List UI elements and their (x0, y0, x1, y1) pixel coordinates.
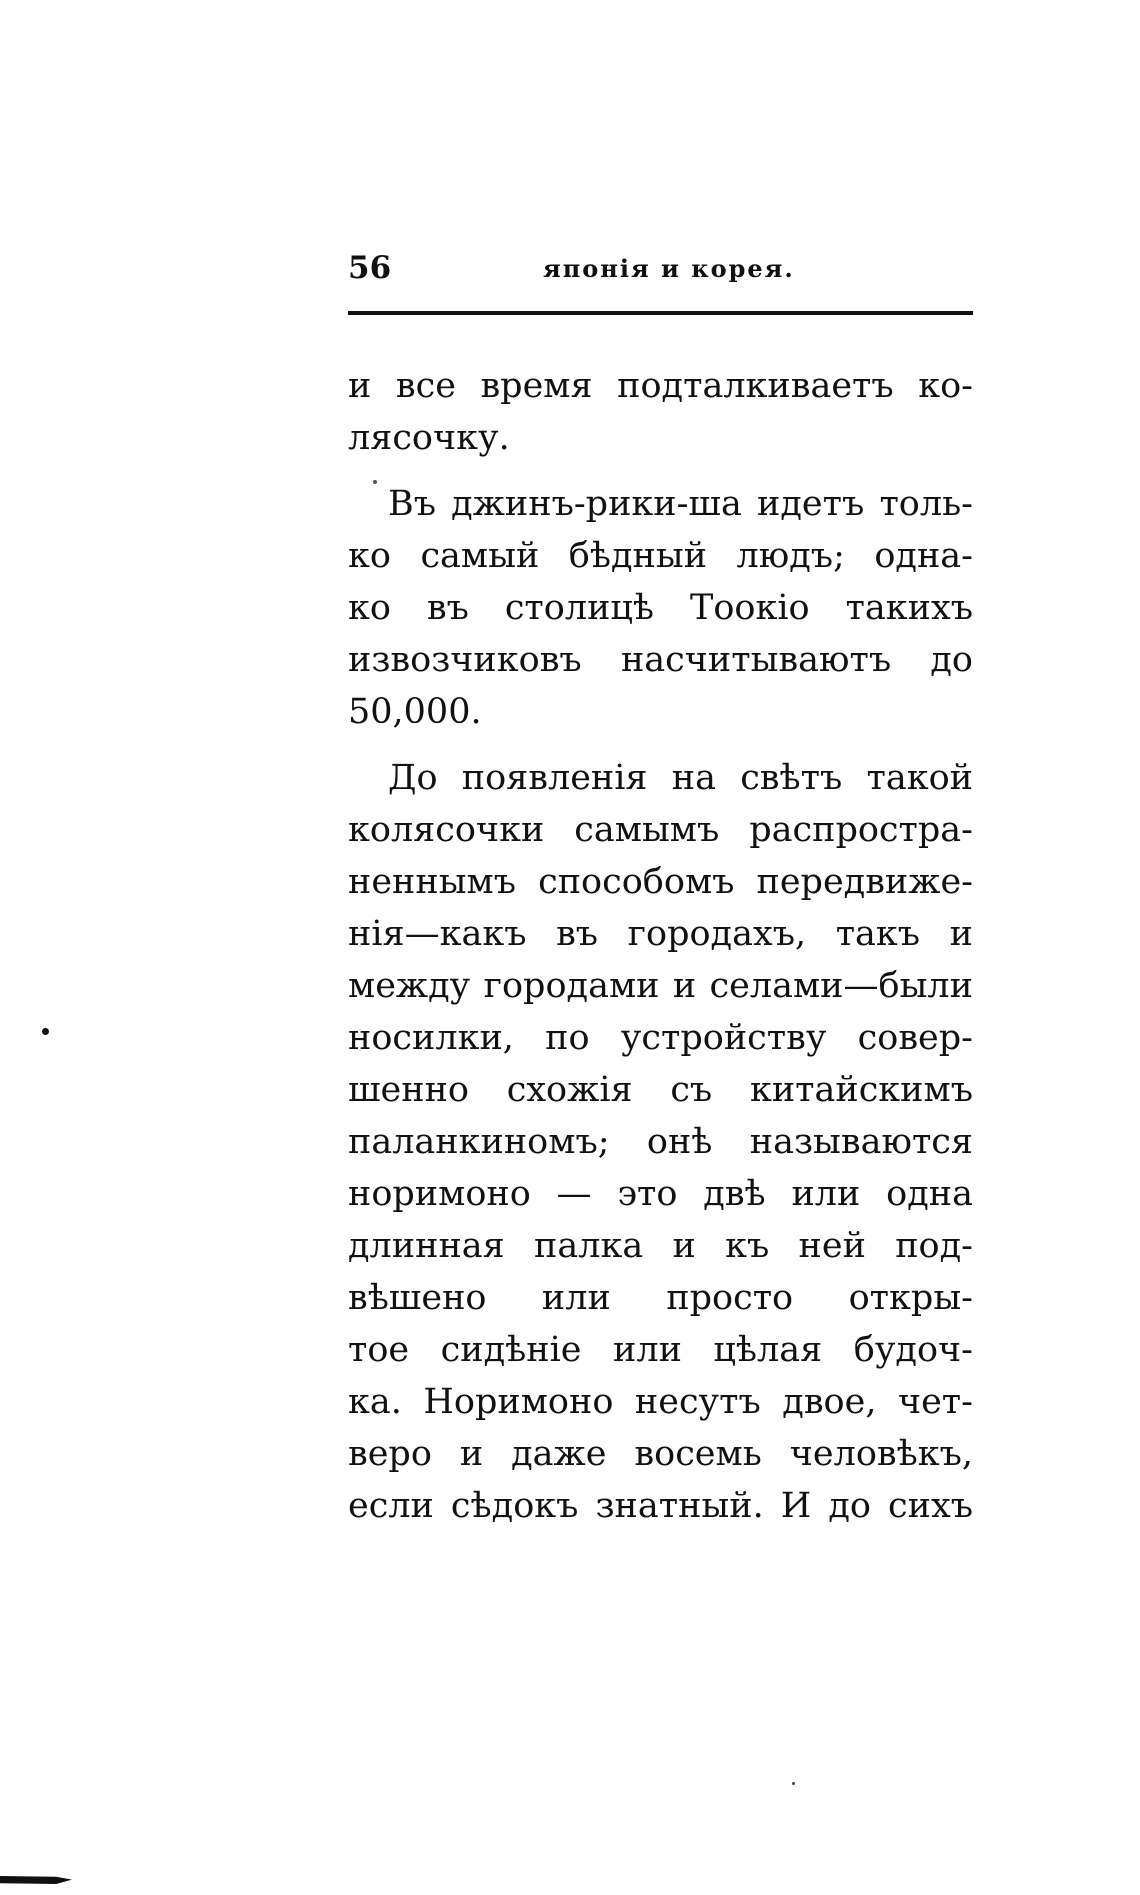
text-line: ка. Норимоно несутъ двое, чет- (348, 1382, 973, 1422)
text-line: между городами и селами—были (348, 966, 973, 1006)
header-rule (348, 311, 973, 315)
text-line: норимоно — это двѣ или одна (348, 1174, 973, 1214)
text-line: извозчиковъ насчитываютъ до (348, 640, 973, 680)
text-line: веро и даже восемь человѣкъ, (348, 1434, 973, 1474)
text-line: шенно схожія съ китайскимъ (348, 1070, 973, 1110)
text-line: ко въ столицѣ Тоокіо такихъ (348, 588, 973, 628)
text-line: и все время подталкиваетъ ко- (348, 366, 973, 406)
text-line: ко самый бѣдный людъ; одна- (348, 536, 973, 576)
running-title: японія и корея. (543, 254, 795, 283)
paragraph-gap (348, 464, 973, 478)
scan-speck (373, 480, 377, 484)
scan-edge-mark (0, 1876, 72, 1884)
text-line: вѣшено или просто откры- (348, 1278, 973, 1318)
page-number: 56 (348, 250, 392, 286)
text-line: Въ джинъ-рики-ша идетъ толь- (388, 484, 973, 524)
text-line: колясочки самымъ распростра- (348, 810, 973, 850)
scan-speck (792, 1782, 795, 1785)
scan-speck (42, 1028, 49, 1035)
text-line: 50,000. (348, 692, 482, 732)
paragraph-gap (348, 738, 973, 752)
text-line: если сѣдокъ знатный. И до сихъ (348, 1486, 973, 1526)
text-line: лясочку. (348, 418, 510, 458)
running-head (348, 250, 973, 290)
text-line: длинная палка и къ ней под- (348, 1226, 973, 1266)
text-line: тое сидѣніе или цѣлая будоч- (348, 1330, 973, 1370)
body-text (348, 360, 973, 1532)
text-line: неннымъ способомъ передвиже- (348, 862, 973, 902)
text-line: До появленія на свѣтъ такой (388, 758, 973, 798)
text-line: паланкиномъ; онѣ называются (348, 1122, 973, 1162)
text-line: носилки, по устройству совер- (348, 1018, 973, 1058)
text-line: нія—какъ въ городахъ, такъ и (348, 914, 973, 954)
